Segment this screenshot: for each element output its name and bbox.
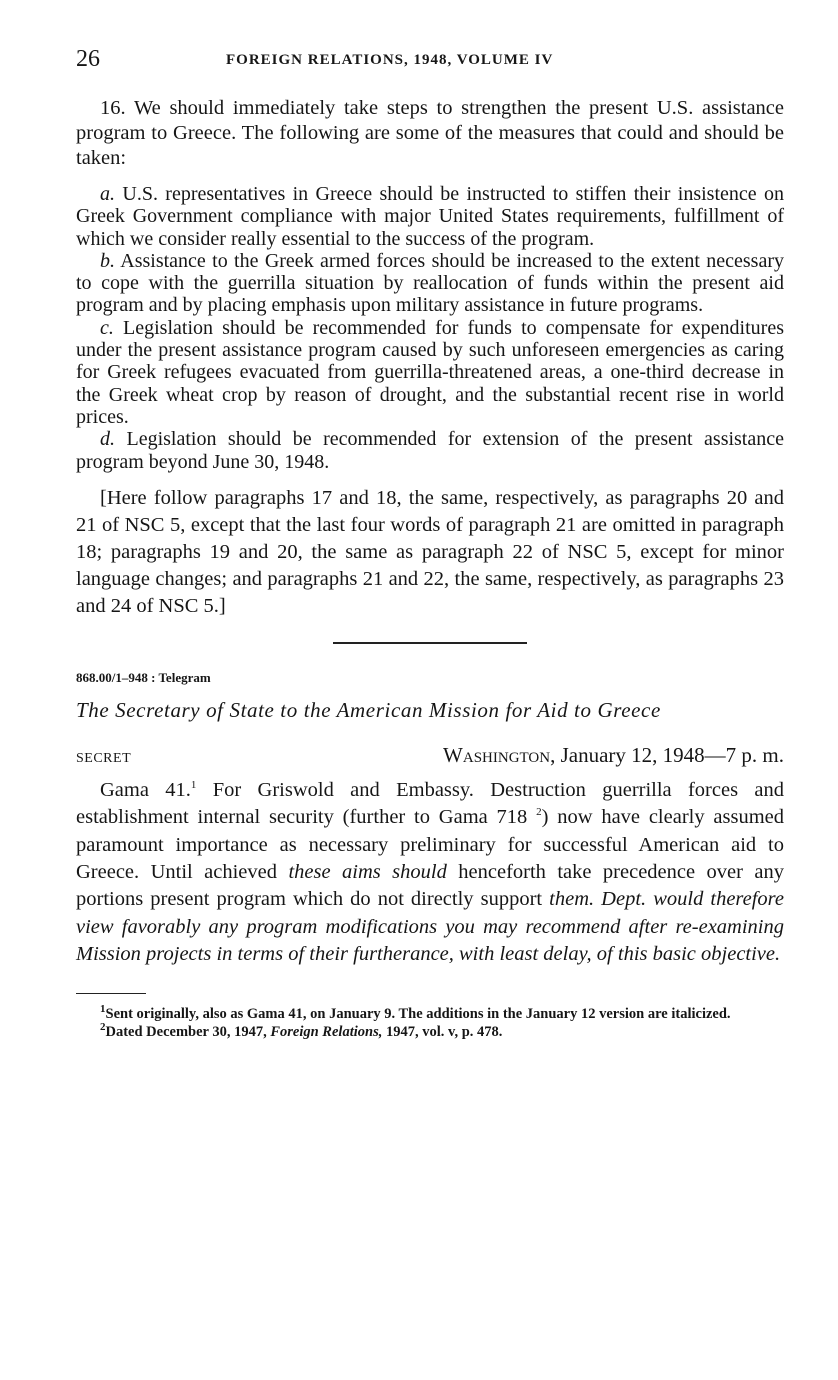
footnote-text-after: 1947, vol. v, p. 478. [382, 1023, 503, 1040]
footnote-text: Dated December 30, 1947, [105, 1023, 271, 1040]
body-text-4: henceforth take precedence over any portions present program which do not directly support [76, 861, 784, 911]
footnote-ref-2: 2 [536, 806, 542, 819]
subparagraph-label: d. [100, 428, 115, 451]
page-number: 26 [76, 46, 100, 72]
classification-marking: SECRET [76, 750, 132, 766]
subparagraph-label: a. [100, 183, 115, 205]
subparagraph-a [76, 183, 784, 250]
body-italic-2: them. Dept. would therefore view favorably any program modifications you may recommend after re-examining Mission projects in terms of their furtherance, with least delay, of this basic objective. [76, 888, 784, 966]
footnote-divider [76, 993, 146, 995]
measures-list [76, 183, 784, 473]
subparagraph-b [76, 250, 784, 317]
subparagraph-c [76, 317, 784, 428]
subparagraph-label: b. [100, 249, 115, 272]
footnote-marker: 2 [100, 1020, 106, 1033]
footnote-text: Sent originally, also as Gama 41, on January 9. The additions in the January 12 version are italicized. [105, 1006, 731, 1023]
document-page [76, 44, 784, 1041]
body-text-2: For Griswold and Embassy. Destruction guerrilla forces and establishment internal security (further to Gama 718 [76, 778, 784, 829]
date-text: , January 12, 1948—7 p. m. [550, 742, 784, 767]
subparagraph-text: Legislation should be recommended for extension of the present assistance program beyond June 30, 1948. [76, 428, 784, 473]
running-head: FOREIGN RELATIONS, 1948, VOLUME IV [226, 52, 554, 68]
footnote-2 [76, 1020, 784, 1042]
subparagraph-text: U.S. representatives in Greece should be instructed to stiffen their insistence on Greek Government compliance with major United States requirements, fulfillment of which we consider really essential to the success of the program. [76, 183, 784, 250]
body-italic-1: these aims should [288, 861, 447, 884]
dateline [443, 743, 784, 768]
subparagraph-text: Assistance to the Greek armed forces should be increased to the extent necessary to cope with the guerrilla situation by reallocation of funds within the present aid program and by placing emphasis upon military assistance in future programs. [76, 249, 784, 317]
subparagraph-label: c. [100, 316, 114, 339]
body-text-3: ) now have clearly assumed paramount importance as necessary preliminary for successful American aid to Greece. Until achieved [76, 806, 784, 884]
footnote-1 [76, 1003, 784, 1024]
section-divider [333, 642, 527, 644]
place-name: Washington [443, 742, 551, 767]
subparagraph-text: Legislation should be recommended for funds to compensate for expenditures under the present assistance program caused by such unforeseen emergencies as caring for Greek refugees evacuated from guerrilla-threatened areas, a one-third decrease in the Greek wheat crop by reason of drought, and the substantial recent rise in world prices. [76, 316, 784, 428]
document-title: The Secretary of State to the American Mission for Aid to Greece [76, 697, 661, 722]
page-header [76, 44, 784, 78]
body-text-1: Gama 41. [100, 778, 191, 801]
file-number: 868.00/1–948 : Telegram [76, 669, 211, 685]
footnote-marker: 1 [100, 1003, 106, 1016]
footnote-ref-1: 1 [190, 779, 197, 792]
footnote-italic: Foreign Relations, [270, 1023, 383, 1040]
telegram-body [76, 777, 784, 969]
editorial-note: [Here follow paragraphs 17 and 18, the same, respectively, as paragraphs 20 and 21 of NSC 5, except that the last four words of paragraph 21 are omitted in paragraph 18; paragraphs 19 and 20, the same as paragraph 22 of NSC 5, except for minor language changes; and paragraphs 21 and 22, the same, respectively, as paragraphs 23 and 24 of NSC 5.] [76, 486, 784, 617]
paragraph-16: 16. We should immediately take steps to strengthen the present U.S. assistance program to Greece. The following are some of the measures that could and should be taken: [76, 97, 784, 169]
classification-line [76, 743, 784, 771]
subparagraph-d [76, 428, 784, 473]
